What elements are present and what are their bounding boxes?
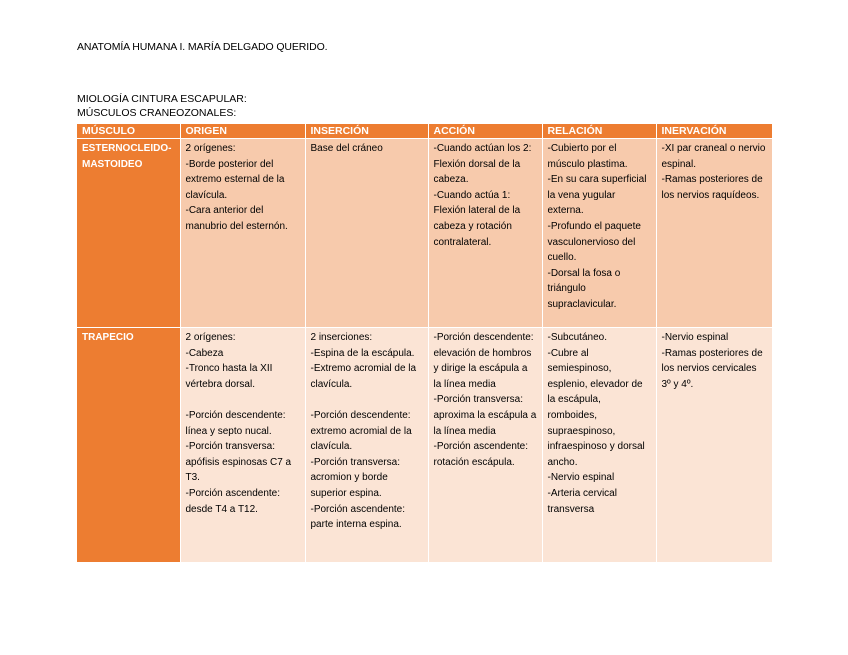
muscle-table (77, 124, 773, 562)
table-row (77, 328, 772, 563)
section-subheading: MÚSCULOS CRANEOZONALES: (77, 107, 237, 119)
accion-text: -Porción descendente: elevación de hombros y dirige la escápula a la línea media -Porción transversa: aproxima la escápula a la línea media -Porción ascendente: rotación escápula. (433, 332, 537, 468)
inervacion-cell (656, 328, 772, 563)
accion-cell (428, 328, 542, 563)
column-header-accion: ACCIÓN (428, 124, 542, 139)
accion-text: -Cuando actúan los 2: Flexión dorsal de la cabeza. -Cuando actúa 1: Flexión lateral de la cabeza y rotación contralateral. (433, 143, 532, 248)
insercion-text: 2 inserciones: -Espina de la escápula. -Extremo acromial de la clavícula. -Porción descendente: extremo acromial de la clavícula. -Porción transversa: acromion y borde superior espina. -Porción ascendente: parte interna espina. (310, 332, 417, 531)
column-header-origen: ORIGEN (180, 124, 305, 139)
muscle-name-cell (77, 139, 180, 328)
origen-text: 2 orígenes: -Cabeza -Tronco hasta la XII vértebra dorsal. -Porción descendente: línea y septo nucal. -Porción transversa: apófisis espinosas C7 a T3. -Porción ascendente: desde T4 a T12. (185, 332, 292, 515)
inervacion-text: -Nervio espinal -Ramas posteriores de los nervios cervicales 3º y 4º. (661, 332, 763, 390)
relacion-text: -Subcutáneo. -Cubre al semiespinoso, esplenio, elevador de la escápula, romboides, supraespinoso, infraespinoso y dorsal ancho. -Nervio espinal -Arteria cervical transversa (547, 332, 645, 515)
accion-cell (428, 139, 542, 328)
insercion-text: Base del cráneo (310, 143, 383, 154)
section-heading: MIOLOGÍA CINTURA ESCAPULAR: (77, 93, 247, 105)
relacion-cell (542, 328, 656, 563)
document-title: ANATOMÍA HUMANA I. MARÍA DELGADO QUERIDO. (77, 41, 328, 53)
column-header-insercion: INSERCIÓN (305, 124, 428, 139)
muscle-name: TRAPECIO (82, 332, 134, 343)
table-header-row (77, 124, 772, 139)
origen-cell (180, 328, 305, 563)
muscle-name: ESTERNOCLEIDO- MASTOIDEO (82, 143, 172, 170)
insercion-cell (305, 139, 428, 328)
origen-cell (180, 139, 305, 328)
column-header-musculo: MÚSCULO (77, 124, 180, 139)
column-header-inervacion: INERVACIÓN (656, 124, 772, 139)
muscle-name-cell (77, 328, 180, 563)
inervacion-cell (656, 139, 772, 328)
insercion-cell (305, 328, 428, 563)
origen-text: 2 orígenes: -Borde posterior del extremo esternal de la clavícula. -Cara anterior del manubrio del esternón. (185, 143, 288, 232)
relacion-cell (542, 139, 656, 328)
table-row (77, 139, 772, 328)
column-header-relacion: RELACIÓN (542, 124, 656, 139)
inervacion-text: -XI par craneal o nervio espinal. -Ramas posteriores de los nervios raquídeos. (661, 143, 766, 201)
relacion-text: -Cubierto por el músculo plastima. -En su cara superficial la vena yugular externa. -Profundo el paquete vasculonervioso del cuello. -Dorsal la fosa o triángulo supraclavicular. (547, 143, 647, 310)
